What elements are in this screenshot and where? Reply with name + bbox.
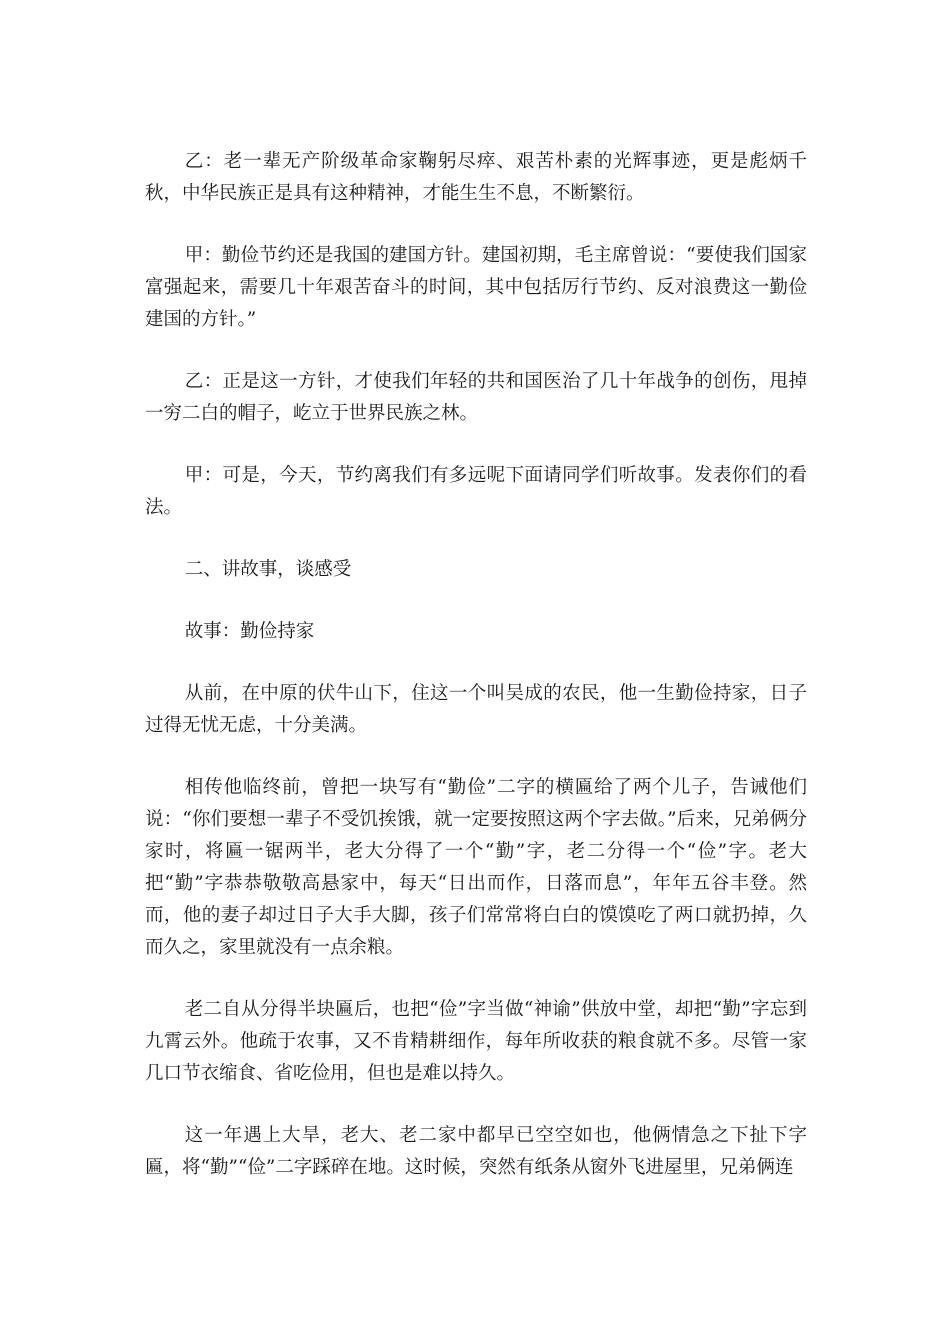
paragraph-yi-2: 乙：正是这一方针，才使我们年轻的共和国医治了几十年战争的创伤，甩掉一穷二白的帽子，屹立于世界民族之林。: [145, 371, 807, 424]
paragraph-jia-2: 甲：可是，今天，节约离我们有多远呢下面请同学们听故事。发表你们的看法。: [145, 465, 807, 518]
paragraph-yi-1: 乙：老一辈无产阶级革命家鞠躬尽瘁、艰苦朴素的光辉事迹，更是彪炳千秋，中华民族正是具有这种精神，才能生生不息，不断繁衍。: [145, 151, 807, 204]
story-paragraph-3: 老二自从分得半块匾后，也把“俭”字当做“神谕”供放中堂，却把“勤”字忘到九霄云外。他疏于农事，又不肯精耕细作，每年所收获的粮食就不多。尽管一家几口节衣缩食、省吃俭用，但也是难以持久。: [145, 999, 807, 1084]
story-paragraph-4: 这一年遇上大旱，老大、老二家中都早已空空如也，他俩情急之下扯下字匾，将“勤”“俭”二字踩碎在地。这时候，突然有纸条从窗外飞进屋里，兄弟俩连: [145, 1125, 807, 1178]
paragraph-jia-1: 甲：勤俭节约还是我国的建国方针。建国初期，毛主席曾说：“要使我们国家富强起来，需要几十年艰苦奋斗的时间，其中包括厉行节约、反对浪费这一勤俭建国的方针。”: [145, 245, 807, 330]
story-paragraph-1: 从前，在中原的伏牛山下，住这一个叫吴成的农民，他一生勤俭持家，日子过得无忧无虑，十分美满。: [145, 683, 807, 736]
document-body: [145, 146, 807, 1214]
story-paragraph-2: 相传他临终前，曾把一块写有“勤俭”二字的横匾给了两个儿子，告诫他们说：“你们要想一辈子不受饥挨饿，就一定要按照这两个字去做。”后来，兄弟俩分家时，将匾一锯两半，老大分得了一个“勤”字，老二分得一个“俭”字。老大把“勤”字恭恭敬敬高悬家中，每天“日出而作，日落而息”，年年五谷丰登。然而，他的妻子却过日子大手大脚，孩子们常常将白白的馍馍吃了两口就扔掉，久而久之，家里就没有一点余粮。: [145, 777, 807, 958]
section-heading: 二、讲故事，谈感受: [184, 559, 352, 580]
story-title: 故事：勤俭持家: [184, 621, 315, 642]
